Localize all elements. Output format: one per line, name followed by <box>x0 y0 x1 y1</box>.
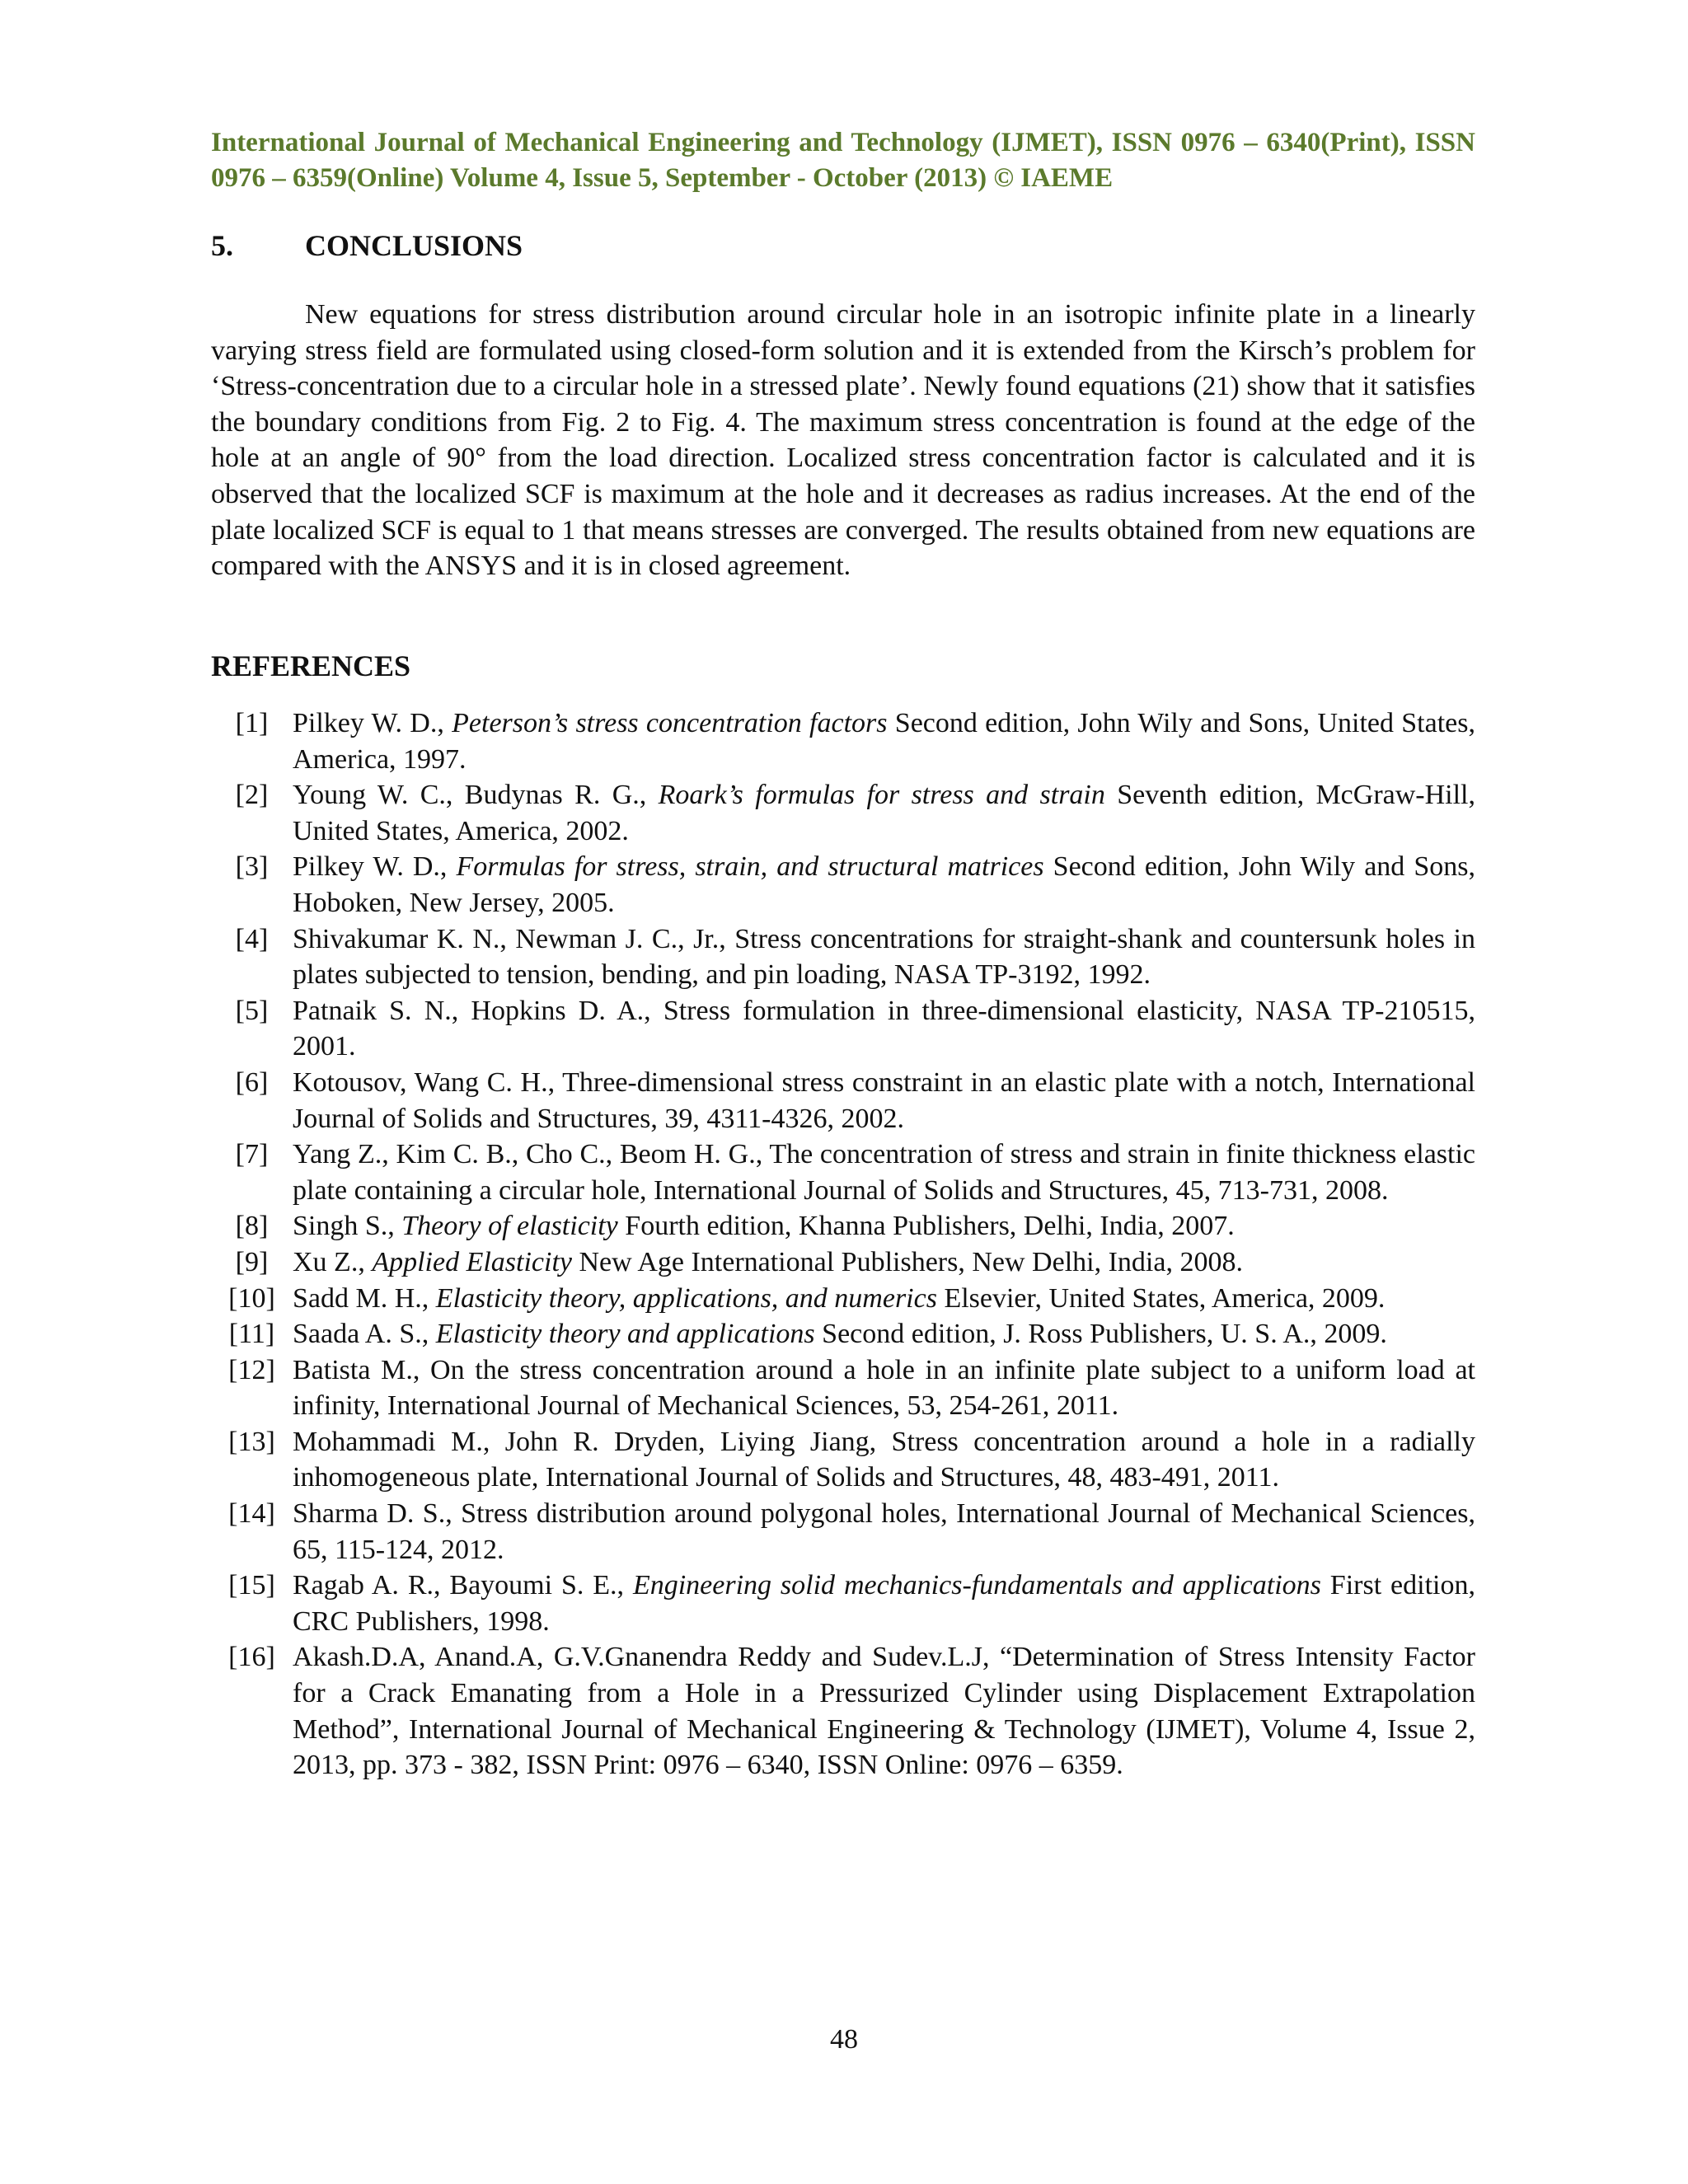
reference-text <box>293 1352 1475 1424</box>
page-number: 48 <box>830 2024 858 2055</box>
reference-number: [7] <box>235 1139 269 1170</box>
reference-text-after: New Age International Publishers, New Delhi, India, 2008. <box>572 1246 1243 1277</box>
reference-text-before: Ragab A. R., Bayoumi S. E., <box>293 1570 633 1601</box>
reference-text-before: Yang Z., Kim C. B., Cho C., Beom H. G., The concentration of stress and strain in finite thickness elastic plate containing a circular hole, International Journal of Solids and Structures, 45, 713-731, 2008. <box>293 1139 1475 1206</box>
reference-title-italic: Roark’s formulas for stress and strain <box>658 780 1105 811</box>
reference-text-before: Singh S., <box>293 1211 402 1242</box>
reference-text-after: Second edition, John Wily and Sons, Hoboken, New Jersey, 2005. <box>293 851 1476 918</box>
reference-text-before: Pilkey W. D., <box>293 708 452 738</box>
reference-title-italic: Theory of elasticity <box>401 1211 618 1242</box>
references-heading: REFERENCES <box>211 649 411 682</box>
reference-number: [6] <box>235 1066 269 1098</box>
reference-number: [15] <box>228 1570 275 1601</box>
reference-text-before: Sadd M. H., <box>293 1282 436 1314</box>
reference-text <box>293 1316 1475 1352</box>
reference-text-after: Second edition, J. Ross Publishers, U. S. A., 2009. <box>814 1319 1387 1350</box>
reference-text-before: Akash.D.A, Anand.A, G.V.Gnanendra Reddy and Sudev.L.J, “Determination of Stress Intensity Factor for a Crack Emanating from a Hole in a Pressurized Cylinder using Displacement Extrapolation Method”, International Journal of Mechanical Engineering & Technology (IJMET), Volume 4, Issue 2, 2013, pp. 373 - 382, ISSN Print: 0976 – 6340, ISSN Online: 0976 – 6359. <box>293 1642 1475 1781</box>
reference-text <box>293 1424 1475 1496</box>
reference-number: [12] <box>228 1354 275 1385</box>
reference-title-italic: Elasticity theory and applications <box>435 1319 815 1350</box>
journal-header: International Journal of Mechanical Engineering and Technology (IJMET), ISSN 0976 – 6340(Print), ISSN 0976 – 6359(Online) Volume 4, Issue 5, September - October (2013) © IAEME <box>211 128 1475 193</box>
reference-item <box>211 1137 1475 1208</box>
reference-item <box>211 1244 1475 1281</box>
reference-title-italic: Formulas for stress, strain, and structural matrices <box>456 851 1044 883</box>
reference-text <box>293 993 1475 1065</box>
reference-number: [9] <box>235 1246 269 1277</box>
reference-text <box>293 921 1475 993</box>
reference-text <box>293 1137 1475 1208</box>
reference-item <box>211 777 1475 849</box>
reference-text <box>293 849 1475 921</box>
reference-text <box>293 1208 1475 1244</box>
reference-item <box>211 1424 1475 1496</box>
reference-text-before: Xu Z., <box>293 1246 373 1277</box>
reference-item <box>211 1639 1475 1783</box>
reference-text <box>293 1639 1475 1783</box>
reference-text-before: Saada A. S., <box>293 1319 436 1350</box>
reference-number: [16] <box>228 1642 275 1673</box>
reference-item <box>211 705 1475 777</box>
reference-text <box>293 1065 1475 1137</box>
reference-item <box>211 1208 1475 1244</box>
reference-number: [10] <box>228 1282 275 1314</box>
reference-title-italic: Peterson’s stress concentration factors <box>452 708 888 738</box>
reference-text-before: Sharma D. S., Stress distribution around polygonal holes, International Journal of Mechanical Sciences, 65, 115-124, 2012. <box>293 1498 1475 1565</box>
reference-number: [13] <box>228 1426 275 1457</box>
reference-number: [4] <box>235 923 269 954</box>
reference-number: [3] <box>235 851 269 883</box>
reference-item <box>211 1316 1475 1352</box>
reference-number: [8] <box>235 1211 269 1242</box>
reference-item <box>211 849 1475 921</box>
reference-title-italic: Applied Elasticity <box>372 1246 572 1277</box>
reference-text <box>293 1281 1475 1317</box>
reference-text-before: Batista M., On the stress concentration around a hole in an infinite plate subject to a uniform load at infinity, International Journal of Mechanical Sciences, 53, 254-261, 2011. <box>293 1354 1475 1422</box>
reference-text-before: Kotousov, Wang C. H., Three-dimensional stress constraint in an elastic plate with a notch, International Journal of Solids and Structures, 39, 4311-4326, 2002. <box>293 1066 1475 1134</box>
reference-text-after: Fourth edition, Khanna Publishers, Delhi, India, 2007. <box>617 1211 1235 1242</box>
reference-item <box>211 1568 1475 1639</box>
reference-item <box>211 1281 1475 1317</box>
reference-text-after: Seventh edition, McGraw-Hill, United States, America, 2002. <box>293 780 1476 846</box>
reference-text-before: Shivakumar K. N., Newman J. C., Jr., Stress concentrations for straight-shank and countersunk holes in plates subjected to tension, bending, and pin loading, NASA TP-3192, 1992. <box>293 923 1475 991</box>
reference-text-before: Young W. C., Budynas R. G., <box>293 780 659 811</box>
reference-title-italic: Elasticity theory, applications, and numerics <box>435 1282 937 1314</box>
section-number: 5. <box>211 229 233 262</box>
reference-text <box>293 1568 1475 1639</box>
reference-number: [5] <box>235 995 269 1026</box>
reference-text-after: First edition, CRC Publishers, 1998. <box>293 1570 1475 1637</box>
reference-item <box>211 921 1475 993</box>
reference-item <box>211 993 1475 1065</box>
reference-text-before: Mohammadi M., John R. Dryden, Liying Jiang, Stress concentration around a hole in a radially inhomogeneous plate, International Journal of Solids and Structures, 48, 483-491, 2011. <box>293 1426 1475 1493</box>
reference-item <box>211 1496 1475 1568</box>
reference-number: [11] <box>228 1319 275 1350</box>
reference-text <box>293 705 1475 777</box>
reference-text <box>293 777 1475 849</box>
reference-text <box>293 1244 1475 1281</box>
reference-item <box>211 1352 1475 1424</box>
section-title: CONCLUSIONS <box>305 229 523 262</box>
section-heading <box>211 227 523 264</box>
reference-text-after: Second edition, John Wily and Sons, United States, America, 1997. <box>293 708 1475 775</box>
conclusions-paragraph: New equations for stress distribution around circular hole in an isotropic infinite plate in a linearly varying stress field are formulated using closed-form solution and it is extended from the Kirsch’s problem for ‘Stress-concentration due to a circular hole in a stressed plate’. Newly found equations (21) show that it satisfies the boundary conditions from Fig. 2 to Fig. 4. The maximum stress concentration is found at the edge of the hole at an angle of 90° from the load direction. Localized stress concentration factor is calculated and it is observed that the localized SCF is maximum at the hole and it decreases as radius increases. At the end of the plate localized SCF is equal to 1 that means stresses are converged. The results obtained from new equations are compared with the ANSYS and it is in closed agreement. <box>211 299 1475 582</box>
reference-text-before: Patnaik S. N., Hopkins D. A., Stress formulation in three-dimensional elasticity, NASA TP-210515, 2001. <box>293 995 1475 1062</box>
reference-number: [1] <box>235 708 269 738</box>
reference-text-after: Elsevier, United States, America, 2009. <box>936 1282 1386 1314</box>
reference-list <box>211 705 1475 1783</box>
reference-item <box>211 1065 1475 1137</box>
reference-title-italic: Engineering solid mechanics-fundamentals and applications <box>632 1570 1321 1601</box>
reference-number: [2] <box>235 780 269 811</box>
reference-number: [14] <box>228 1498 275 1530</box>
reference-text-before: Pilkey W. D., <box>293 851 457 883</box>
reference-text <box>293 1496 1475 1568</box>
